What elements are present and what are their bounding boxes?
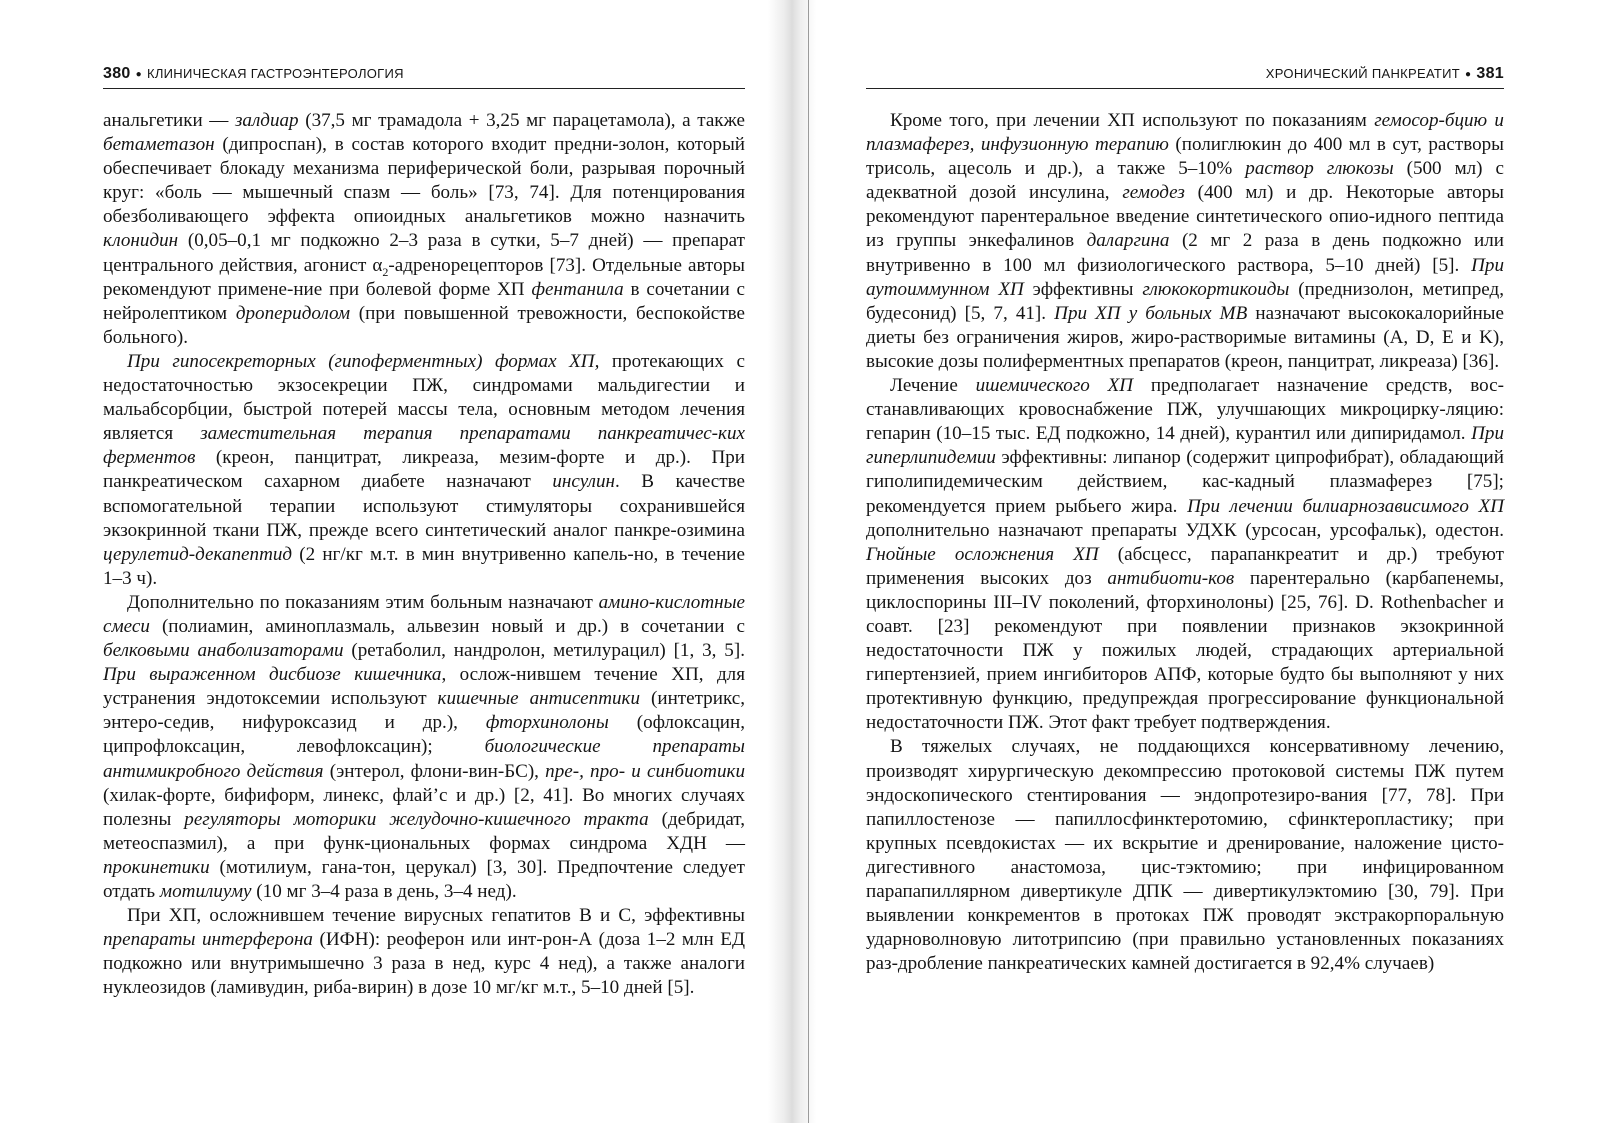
left-page [103, 58, 745, 1000]
running-title-left: КЛИНИЧЕСКАЯ ГАСТРОЭНТЕРОЛОГИЯ [146, 66, 404, 81]
left-page-body [103, 109, 745, 1000]
paragraph: анальгетики — залдиар (37,5 мг трамадола + 3,25 мг парацетамола), а также бетаметазон (дипроспан), в состав которого входит предни-золон, который обеспечивает блокаду механизма периферической боли, разрывая порочный круг: «боль — мышечный спазм — боль» [73, 74]. Для потенцирования обезболивающего эффекта опиоидных анальгетиков можно назначить клонидин (0,05–0,1 мг подкожно 2–3 раза в сутки, 5–7 дней) — препарат центрального действия, агонист $\alpha_2$-адренорецепторов [73]. Отдельные авторы рекомендуют примене-ние при болевой форме ХП фентанила в сочетании с нейролептиком дроперидолом (при повышенной тревожности, беспокойстве больного). [103, 110, 745, 348]
header-bullet-right: ● [1465, 69, 1472, 80]
right-page [866, 58, 1504, 976]
page-number-right: 381 [1476, 65, 1504, 82]
header-bullet-left: ● [135, 69, 142, 80]
right-page-body [866, 109, 1504, 976]
running-header-left [103, 58, 745, 89]
paragraph: При гипосекреторных (гипоферментных) формах ХП, протекающих с недостаточностью экзосекреции ПЖ, синдромами мальдигестии и мальабсорбции, быстрой потерей массы тела, основным методом лечения является заместительная терапия препаратами панкреатичес-ких ферментов (креон, панцитрат, ликреаза, мезим-форте и др.). При панкреатическом сахарном диабете назначают инсулин. В качестве вспомогательной терапии используют стимуляторы сохранившейся экзокринной ткани ПЖ, прежде всего синтетический аналог панкре-озимина церулетид-декапептид (2 нг/кг м.т. в мин внутривенно капель-но, в течение 1–3 ч). [103, 350, 745, 589]
gutter-fold-line [808, 0, 809, 1123]
paragraph: Дополнительно по показаниям этим больным назначают амино-кислотные смеси (полиамин, аминоплазмаль, альвезин новый и др.) в сочетании с белковыми анаболизаторами (ретаболил, нандролон, метилурацил) [1, 3, 5]. При выраженном дисбиозе кишечника, ослож-нившем течение ХП, для устранения эндотоксемии используют кишечные антисептики (интетрикс, энтеро-седив, нифуроксазид и др.), фторхинолоны (офлоксацин, ципрофлоксацин, левофлоксацин); биологические препараты антимикробного действия (энтерол, флони-вин-БС), пре-, про- и синбиотики (хилак-форте, бифиформ, линекс, флай’с и др.) [2, 41]. Во многих случаях полезны регуляторы моторики желудочно-кишечного тракта (дебридат, метеоспазмил), а при функ-циональных формах синдрома ХДН — прокинетики (мотилиум, гана-тон, церукал) [3, 30]. Предпочтение следует отдать мотилиуму (10 мг 3–4 раза в день, 3–4 нед). [103, 591, 746, 902]
paragraph: Кроме того, при лечении ХП используют по показаниям гемосор-бцию и плазмаферез, инфузионную терапию (полиглюкин до 400 мл в сут, растворы трисоль, ацесоль и др.), а также 5–10% раствор глюкозы (500 мл) с адекватной дозой инсулина, гемодез (400 мл) и др. Некоторые авторы рекомендуют парентеральное введение синтетического опио-идного пептида из группы энкефалинов даларгина (2 мг 2 раза в день подкожно или внутривенно в 100 мл физиологического раствора, 5–10 дней) [5]. При аутоиммунном ХП эффективны глюкокортикоиды (преднизолон, метипред, будесонид) [5, 7, 41]. При ХП у больных МВ назначают высококалорийные диеты без ограничения жиров, жиро-растворимые витамины (A, D, E и K), высокие дозы полиферментных препаратов (креон, панцитрат, ликреаза) [36]. [866, 110, 1505, 372]
running-header-right [866, 58, 1504, 89]
running-title-right: ХРОНИЧЕСКИЙ ПАНКРЕАТИТ [1265, 66, 1461, 81]
paragraph: Лечение ишемического ХП предполагает назначение средств, вос-станавливающих кровоснабжение ПЖ, улучшающих микроцирку-ляцию: гепарин (10–15 тыс. ЕД подкожно, 14 дней), курантил или дипиридамол. При гиперлипидемии эффективны: липанор (содержит ципрофибрат), обладающий гиполипидемическим действием, кас-кадный плазмаферез [75]; рекомендуется прием рыбьего жира. При лечении билиарнозависимого ХП дополнительно назначают препараты УДХК (урсосан, урсофальк), одестон. Гнойные осложнения ХП (абсцесс, парапанкреатит и др.) требуют применения высоких доз антибиоти-ков парентерально (карбапенемы, циклоспорины III–IV поколений, фторхинолоны) [25, 76]. D. Rothenbacher и соавт. [23] рекомендуют при появлении признаков экзокринной недостаточности ПЖ у пожилых людей, страдающих артериальной гипертензией, прием ингибиторов АПФ, которые будто бы выполняют у них протективную функцию, предупреждая прогрессирование функциональной недостаточности ПЖ. Этот факт требует подтверждения. [866, 375, 1505, 734]
paragraph: В тяжелых случаях, не поддающихся консервативному лечению, производят хирургическую декомпрессию протоковой системы ПЖ путем эндоскопического стентирования — эндопротезиро-вания [77, 78]. При папиллостенозе — папиллосфинктеротомию, сфинктеропластику; при крупных псевдокистах — их вскрытие и дренирование, наложение цисто-дигестивного анастомоза, цис-тэктомию; при инфицированном парапапиллярном дивертикуле ДПК — дивертикулэктомию [30, 79]. При выявлении конкрементов в протоках ПЖ проводят экстракорпоральную ударноволновую литотрипсию (при правильно установленных показаниях раз-дробление панкреатических камней достигается в 92,4% случаев) [866, 736, 1504, 975]
paragraph: При ХП, осложнившем течение вирусных гепатитов В и С, эффективны препараты интерферона (ИФН): реоферон или инт-рон-А (доза 1–2 млн ЕД подкожно или внутримышечно 3 раза в нед, курс 4 нед), а также аналоги нуклеозидов (ламивудин, риба-вирин) в дозе 10 мг/кг м.т., 5–10 дней [5]. [103, 905, 745, 999]
page-number-left: 380 [103, 65, 131, 82]
